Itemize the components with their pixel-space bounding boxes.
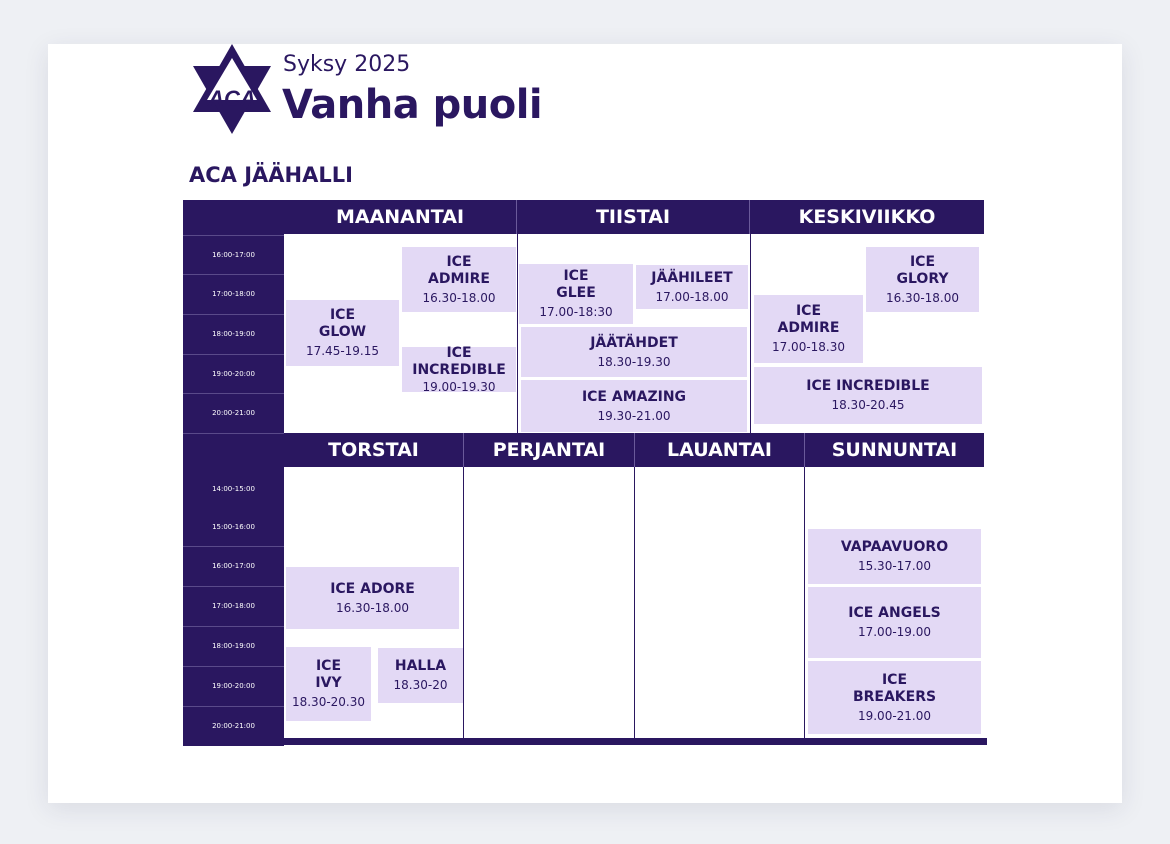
session-name: ICE GLEE <box>556 268 596 301</box>
time-slot: 17:00-18:00 <box>183 274 284 313</box>
session-block[interactable] <box>402 344 516 394</box>
session-name: ICE ADMIRE <box>428 253 490 287</box>
session-time: 18.30-19.30 <box>597 354 671 369</box>
time-slot: 17:00-18:00 <box>183 586 284 625</box>
session-name: JÄÄHILEET <box>651 269 733 286</box>
venue-label: ACA JÄÄHALLI <box>189 163 353 187</box>
session-time: 15.30-17.00 <box>857 559 932 573</box>
column-divider <box>804 467 805 739</box>
session-block[interactable] <box>286 567 459 629</box>
session-name: ICE GLOW <box>318 307 367 340</box>
time-slot: 16:00-17:00 <box>183 546 284 585</box>
session-block[interactable] <box>808 587 981 658</box>
time-slot: 18:00-19:00 <box>183 626 284 665</box>
session-time: 18.30-20.30 <box>291 695 366 709</box>
session-time: 17.00-18.00 <box>655 289 729 304</box>
session-time: 16.30-18.00 <box>335 600 410 615</box>
session-name: ICE AMAZING <box>581 388 687 405</box>
schedule-bottom-bar <box>183 738 987 745</box>
time-slot: 15:00-16:00 <box>212 522 255 531</box>
page-title: Vanha puoli <box>282 82 543 128</box>
session-block[interactable] <box>402 247 516 312</box>
session-time: 19.00-21.00 <box>857 708 932 723</box>
session-time: 19.30-21.00 <box>597 408 671 423</box>
time-slot: 20:00-21:00 <box>183 706 284 745</box>
session-block[interactable] <box>286 300 399 366</box>
session-name: ICE INCREDIBLE <box>412 344 506 378</box>
session-block[interactable] <box>866 247 979 312</box>
day-header-torstai: TORSTAI <box>284 433 464 467</box>
session-block[interactable] <box>754 295 863 363</box>
session-block[interactable] <box>754 367 982 424</box>
session-name: ICE INCREDIBLE <box>806 378 930 394</box>
session-block[interactable] <box>808 529 981 584</box>
time-slot: 19:00-20:00 <box>183 666 284 705</box>
session-name: ICE ADMIRE <box>777 303 840 336</box>
session-time: 16.30-18.00 <box>885 290 960 305</box>
session-time: 17.00-18.30 <box>771 340 846 354</box>
time-slot: 14:00-15:00 <box>212 484 255 493</box>
session-time: 19.00-19.30 <box>422 379 496 394</box>
session-block[interactable] <box>286 647 371 721</box>
day-header-maanantai: MAANANTAI <box>284 200 517 234</box>
column-divider <box>750 234 751 433</box>
column-divider <box>517 234 518 433</box>
session-name: VAPAAVUORO <box>840 539 949 555</box>
session-name: JÄÄTÄHDET <box>590 334 678 351</box>
session-name: ICE ANGELS <box>848 605 941 621</box>
time-slot: 19:00-20:00 <box>183 354 284 393</box>
session-name: ICE BREAKERS <box>852 671 937 705</box>
session-block[interactable] <box>636 265 748 309</box>
session-block[interactable] <box>378 648 463 703</box>
session-time: 17.00-18:30 <box>539 305 613 319</box>
column-divider <box>463 467 464 739</box>
session-block[interactable] <box>808 661 981 734</box>
day-header-lauantai: LAUANTAI <box>635 433 805 467</box>
session-name: HALLA <box>394 658 447 674</box>
session-block[interactable] <box>521 327 747 377</box>
season-label: Syksy 2025 <box>283 52 411 77</box>
time-slot: 18:00-19:00 <box>183 314 284 353</box>
session-time: 17.45-19.15 <box>305 344 380 358</box>
session-block[interactable] <box>521 380 747 432</box>
session-block[interactable] <box>519 264 633 324</box>
session-time: 18.30-20 <box>393 678 448 692</box>
session-name: ICE GLORY <box>896 253 949 287</box>
aca-logo-icon <box>191 44 273 134</box>
svg-text:ACA: ACA <box>208 86 256 111</box>
day-header-perjantai: PERJANTAI <box>464 433 635 467</box>
session-name: ICE ADORE <box>330 580 415 597</box>
time-slot: 16:00-17:00 <box>183 235 284 274</box>
session-time: 17.00-19.00 <box>857 625 932 639</box>
day-header-keskiviikko: KESKIVIIKKO <box>750 200 984 234</box>
session-time: 18.30-20.45 <box>831 398 905 412</box>
session-name: ICE IVY <box>315 658 342 691</box>
column-divider <box>634 467 635 739</box>
time-slot: 20:00-21:00 <box>183 393 284 432</box>
day-header-tiistai: TIISTAI <box>517 200 750 234</box>
session-time: 16.30-18.00 <box>422 290 496 305</box>
day-header-sunnuntai: SUNNUNTAI <box>805 433 984 467</box>
